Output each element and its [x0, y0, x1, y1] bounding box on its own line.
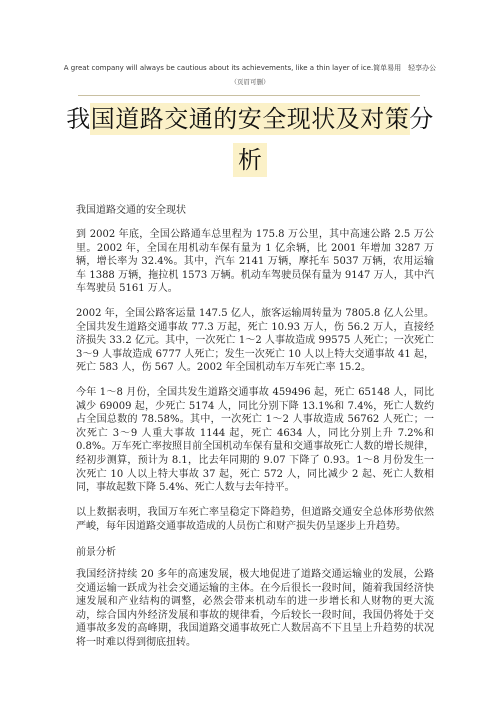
paragraph-5: 我国经济持续 20 多年的高速发展，极大地促进了道路交通运输业的发展，公路交通运输一跃成为社会交通运输的主体。在今后很长一段时间，随着我国经济快速发展和产业结构的调整，必然会带来机动车的进一步增长和人财物的更大流动，综合国内外经济发展和事故的规律看，今后较长一段时间，我国仍将处于交通事故多发的高峰期，我国道路交通事故死亡人数居高不下且呈上升趋势的状况将一时难以得到彻底扭转。 — [76, 569, 434, 648]
header-tagline: A great company will always be cautious about its achievements, like a thin layer of ice.简单易用 轻享办公 — [63, 64, 437, 72]
paragraph-1: 到 2002 年底，全国公路通车总里程为 175.8 万公里，其中高速公路 2.5 万公里。2002 年，全国在用机动车保有量为 1 亿余辆，比 2001 年增加 3287 万辆，增长率为 32.4%。其中，汽车 2141 万辆，摩托车 5037 万辆，农用运输车 1388 万辆，拖拉机 1573 万辆。机动车驾驶员保有量为 9147 万人，其中汽车驾驶员 5161 万人。 — [76, 229, 434, 295]
paragraph-2: 2002 年，全国公路客运量 147.5 亿人，旅客运输周转量为 7805.8 亿人公里。全国共发生道路交通事故 77.3 万起，死亡 10.93 万人，伤 56.2 万人，直接经济损失 33.2 亿元。其中，一次死亡 1～2 人事故造成 99575 人死亡；一次死亡 3～9 人事故造成 6777 人死亡；发生一次死亡 10 人以上特大交通事故 41 起，死亡 583 人，伤 567 人。2002 年全国机动车万车死亡率 15.2。 — [76, 308, 434, 374]
paragraph-4: 以上数据表明，我国万车死亡率呈稳定下降趋势，但道路交通安全总体形势依然严峻，每年因道路交通事故造成的人员伤亡和财产损失仍呈逐步上升趋势。 — [76, 507, 434, 532]
paragraph-3: 今年 1～8 月份，全国共发生道路交通事故 459496 起，死亡 65148 人，同比减少 69009 起，少死亡 5174 人，同比分别下降 13.1%和 7.4%，死亡人数约占全国总数的 78.58%。其中，一次死亡 1～2 人事故造成 56762 人死亡；一次死亡 3～9 人重大事故 1144 起，死亡 4634 人，同比分别上升 7.2%和 0.8%。万车死亡率按照目前全国机动车保有量和交通事故死亡人数的增长规律，经初步测算，预计为 8.1，比去年同期的 9.07 下降了 0.93。1～8 月份发生一次死亡 10 人以上特大事故 37 起，死亡 572 人，同比减少 2 起、死亡人数相同，事故起数下降 5.4%、死亡人数与去年持平。 — [76, 387, 434, 494]
header-removable-note: （页眉可删） — [230, 78, 270, 86]
document-title-line1: 我国道路交通的安全现状及对策分 — [66, 105, 434, 133]
subsection-heading: 前景分析 — [76, 547, 116, 558]
document-title-line2: 析 — [238, 146, 262, 174]
section-heading: 我国道路交通的安全现状 — [76, 205, 186, 216]
header-divider — [78, 95, 420, 96]
